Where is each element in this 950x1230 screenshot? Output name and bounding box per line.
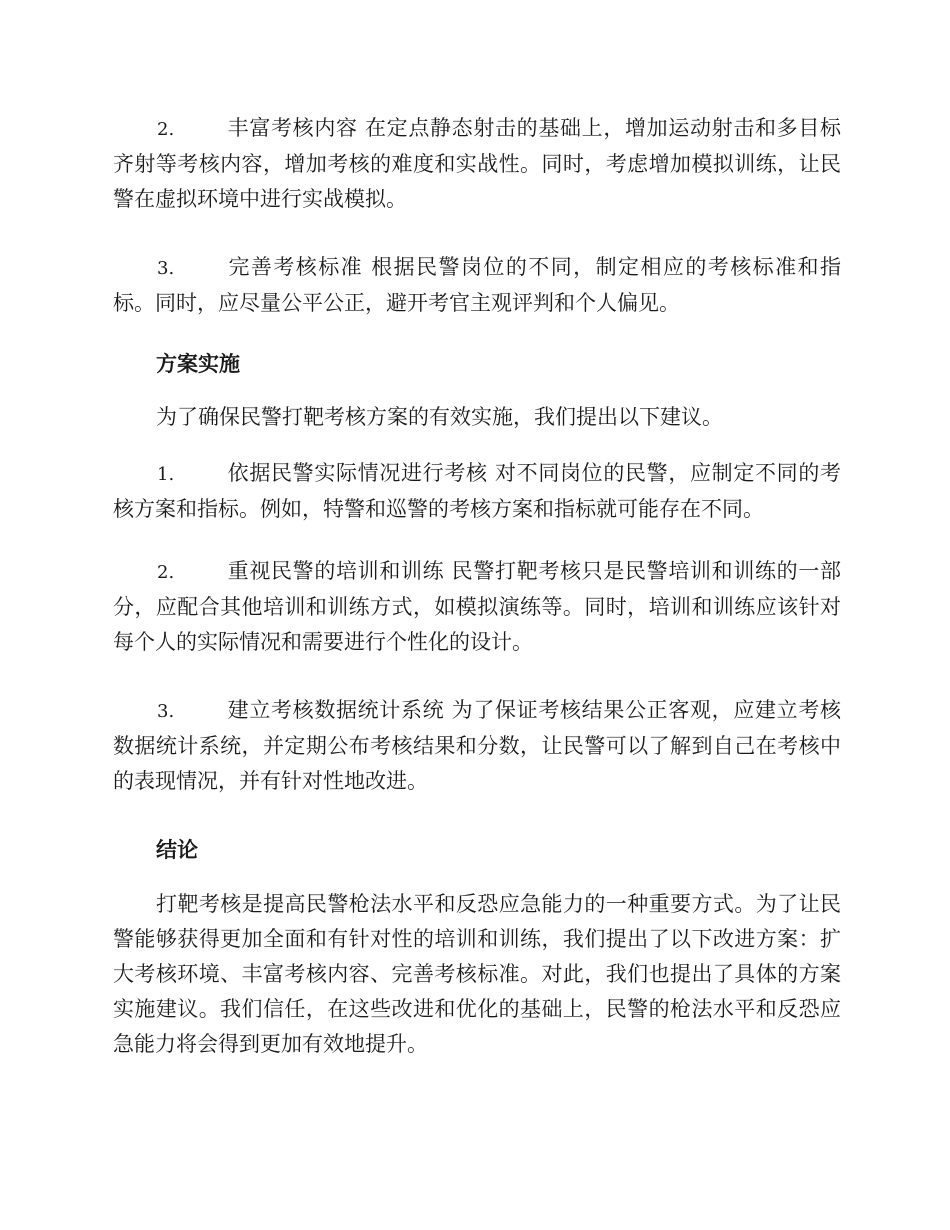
list-item-lead: 依据民警实际情况进行考核	[227, 461, 488, 485]
list-item-text: 对不同岗位的民警，应制定不同的考核方案和指标。例如，特警和巡警的考核方案和指标就可能存在不同。	[113, 461, 841, 521]
list-item-lead: 重视民警的培训和训练	[227, 559, 445, 583]
list-item-lead: 完善考核标准	[227, 255, 364, 279]
list-number: 2.	[157, 119, 175, 140]
list-item-text: 在定点静态射击的基础上，增加运动射击和多目标齐射等考核内容，增加考核的难度和实战性。同时，考虑增加模拟训练，让民警在虚拟环境中进行实战模拟。	[113, 116, 841, 211]
implementation-intro: 为了确保民警打靶考核方案的有效实施，我们提出以下建议。	[156, 405, 723, 429]
list-item-lead: 丰富考核内容	[227, 116, 358, 140]
list-item-text: 根据民警岗位的不同，制定相应的考核标准和指标。同时，应尽量公平公正，避开考官主观评判和个人偏见。	[113, 255, 841, 315]
list-number: 1.	[157, 464, 175, 485]
list-item-training	[113, 554, 841, 660]
list-item-text: 为了保证考核结果公正客观，应建立考核数据统计系统，并定期公布考核结果和分数，让民警可以了解到自己在考核中的表现情况，并有针对性地改进。	[113, 698, 841, 793]
list-item-statistics	[113, 693, 841, 799]
list-item-lead: 建立考核数据统计系统	[227, 698, 445, 722]
list-number: 3.	[157, 701, 175, 722]
heading-implementation: 方案实施	[156, 351, 240, 376]
list-item-text: 民警打靶考核只是民警培训和训练的一部分，应配合其他培训和训练方式，如模拟演练等。同时，培训和训练应该针对每个人的实际情况和需要进行个性化的设计。	[113, 559, 841, 654]
list-item-content	[113, 111, 841, 217]
list-number: 3.	[157, 258, 175, 279]
list-number: 2.	[157, 562, 175, 583]
list-item-standard	[113, 250, 841, 321]
list-item-actual-situation	[113, 456, 841, 527]
conclusion-paragraph: 打靶考核是提高民警枪法水平和反恐应急能力的一种重要方式。为了让民警能够获得更加全面和有针对性的培训和训练，我们提出了以下改进方案：扩大考核环境、丰富考核内容、完善考核标准。对此，我们也提出了具体的方案实施建议。我们信任，在这些改进和优化的基础上，民警的枪法水平和反恐应急能力将会得到更加有效地提升。	[113, 892, 841, 1056]
heading-conclusion: 结论	[156, 837, 198, 862]
